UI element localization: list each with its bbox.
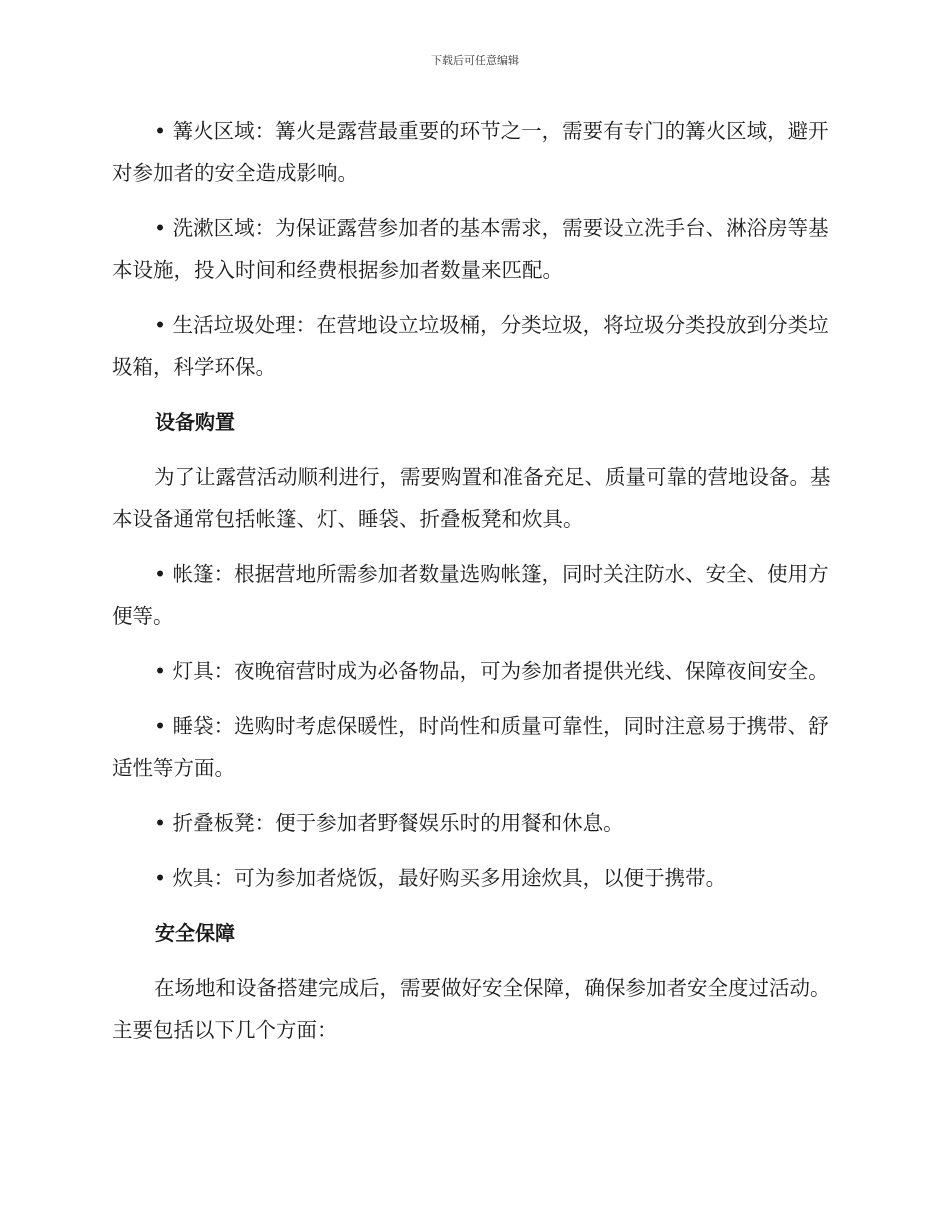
stool-paragraph: • 折叠板凳：便于参加者野餐娱乐时的用餐和休息。 — [154, 811, 624, 835]
safety-intro-paragraph: 在场地和设备搭建完成后，需要做好安全保障，确保参加者安全度过活动。主要包括以下几个方面： — [112, 976, 831, 1042]
washing-paragraph: • 洗漱区域：为保证露营参加者的基本需求，需要设立洗手台、淋浴房等基本设施，投入时间和经费根据参加者数量来匹配。 — [112, 216, 829, 282]
equipment-heading: 设备购置 — [155, 410, 235, 434]
garbage-paragraph: • 生活垃圾处理：在营地设立垃圾桶，分类垃圾，将垃圾分类投放到分类垃圾箱，科学环保。 — [112, 313, 829, 379]
page-header: 下载后可任意编辑 — [431, 54, 519, 67]
campfire-paragraph: • 篝火区域：篝火是露营最重要的环节之一，需要有专门的篝火区域，避开对参加者的安全造成影响。 — [112, 119, 829, 185]
equipment-intro-paragraph: 为了让露营活动顺利进行，需要购置和准备充足、质量可靠的营地设备。基本设备通常包括帐篷、灯、睡袋、折叠板凳和炊具。 — [112, 465, 831, 531]
cookware-paragraph: • 炊具：可为参加者烧饭，最好购买多用途炊具，以便于携带。 — [154, 866, 727, 890]
lamp-paragraph: • 灯具：夜晚宿营时成为必备物品，可为参加者提供光线、保障夜间安全。 — [154, 659, 829, 683]
safety-heading: 安全保障 — [155, 921, 235, 945]
tent-paragraph: • 帐篷：根据营地所需参加者数量选购帐篷，同时关注防水、安全、使用方便等。 — [112, 562, 829, 628]
document-body — [112, 110, 834, 1051]
sleeping-bag-paragraph: • 睡袋：选购时考虑保暖性，时尚性和质量可靠性，同时注意易于携带、舒适性等方面。 — [112, 714, 829, 780]
